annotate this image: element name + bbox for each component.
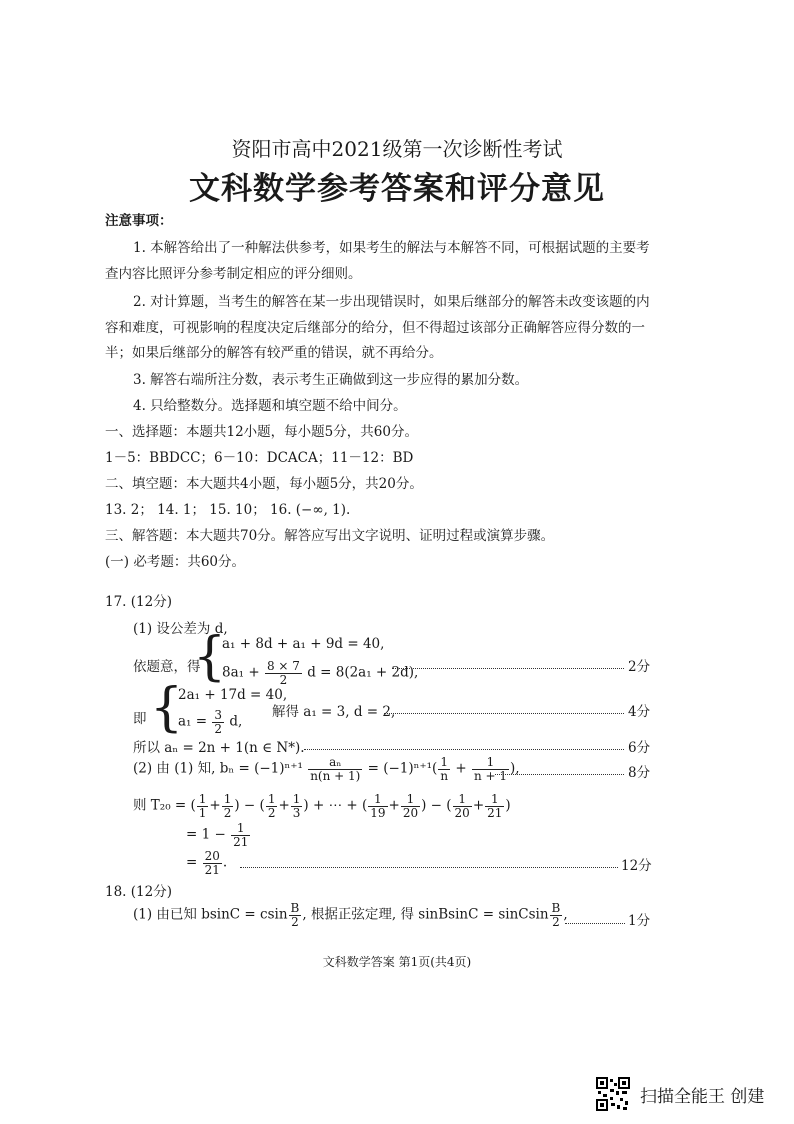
score-leader bbox=[495, 774, 624, 775]
q17-bn: (2) 由 (1) 知, bₙ = (−1)ⁿ⁺¹ $\frac{\text{aₙ}}{n(n + 1)}$ = (−1)ⁿ⁺¹( $\frac{1}{n}$ + $\frac{1}{n + 1}$ ), bbox=[133, 755, 520, 783]
section-choice: 一、选择题：本题共12小题，每小题5分，共60分。 bbox=[105, 424, 418, 440]
exam-subtitle: 资阳市高中2021级第一次诊断性考试 bbox=[231, 137, 563, 161]
choice-answers: 1－5：BBDCC；6－10：DCACA；11－12：BD bbox=[105, 450, 414, 466]
note-2c: 半；如果后继部分的解答有较严重的错误，就不再给分。 bbox=[105, 345, 443, 361]
q17-sys1-eq1: a₁ + 8d + a₁ + 9d = 40, bbox=[222, 636, 385, 652]
note-1b: 查内容比照评分参考制定相应的评分细则。 bbox=[105, 266, 362, 282]
note-3: 3. 解答右端所注分数，表示考生正确做到这一步应得的累加分数。 bbox=[133, 372, 529, 388]
q17-sys2-eq2: a₁ = $\frac{3}{2}$ d, bbox=[178, 708, 243, 736]
q18-label: 18. (12分) bbox=[105, 884, 172, 900]
q17-solve: 解得 a₁ = 3, d = 2, bbox=[272, 704, 396, 720]
section-solution: 三、解答题：本大题共70分。解答应写出文字说明、证明过程或演算步骤。 bbox=[105, 528, 555, 544]
scanner-watermark: 扫描全能王 创建 bbox=[640, 1087, 765, 1107]
q18-step1: (1) 由已知 bsinC = csin $\frac{B}{2}$ , 根据正弦定理, 得 sinBsinC = sinCsin $\frac{B}{2}$ , bbox=[133, 901, 568, 929]
score-leader bbox=[384, 713, 624, 714]
q17-thus: 即 bbox=[133, 711, 147, 727]
brace-1: { bbox=[193, 627, 227, 687]
fill-answers: 13. 2； 14. 1； 15. 10； 16. (−∞, 1). bbox=[105, 502, 351, 518]
q17-label: 17. (12分) bbox=[105, 594, 172, 610]
note-4: 4. 只给整数分。选择题和填空题不给中间分。 bbox=[133, 398, 407, 414]
q17-t20: 则 T₂₀ = ( $\frac{1}{1}$ + $\frac{1}{2}$ ) − ( $\frac{1}{2}$ + $\frac{1}{3}$ ) + ⋯ + ( $\frac{1}{19}$ + $\frac{1}{20}$ ) − ( $\frac{1}{20}$ + $\frac{1}{21}$ ) bbox=[133, 792, 511, 820]
q17-according: 依题意，得 bbox=[133, 659, 201, 675]
q17-score-2: 4分 bbox=[628, 704, 651, 720]
notes-heading: 注意事项： bbox=[105, 213, 173, 229]
q17-step1: (1) 设公差为 d, bbox=[133, 621, 228, 637]
note-2a: 2. 对计算题，当考生的解答在某一步出现错误时，如果后继部分的解答未改变该题的内 bbox=[133, 294, 650, 310]
section-fill: 二、填空题：本大题共4小题，每小题5分，共20分。 bbox=[105, 476, 423, 492]
qr-code-icon bbox=[596, 1077, 630, 1111]
score-leader bbox=[304, 749, 624, 750]
q17-score-4: 8分 bbox=[628, 765, 651, 781]
q17-sys2-eq1: 2a₁ + 17d = 40, bbox=[178, 687, 288, 703]
brace-2: { bbox=[150, 678, 184, 738]
q18-score-1: 1分 bbox=[628, 913, 651, 929]
page-footer: 文科数学答案 第1页(共4页) bbox=[322, 955, 472, 969]
note-1a: 1. 本解答给出了一种解法供参考，如果考生的解法与本解答不同，可根据试题的主要考 bbox=[133, 240, 650, 256]
q17-t20-step: = 1 − $\frac{1}{21}$ bbox=[186, 821, 249, 849]
q17-score-3: 6分 bbox=[628, 740, 651, 756]
score-leader bbox=[240, 867, 618, 868]
q17-score-5: 12分 bbox=[621, 858, 652, 874]
q17-score-1: 2分 bbox=[628, 659, 651, 675]
score-leader bbox=[392, 668, 624, 669]
section-required: (一) 必考题：共60分。 bbox=[105, 554, 246, 570]
score-leader bbox=[565, 923, 625, 924]
q17-an: 所以 aₙ = 2n + 1(n ∈ N*). bbox=[133, 740, 305, 756]
note-2b: 容和难度，可视影响的程度决定后继部分的给分，但不得超过该部分正确解答应得分数的一 bbox=[105, 320, 645, 336]
q17-sys1-eq2: 8a₁ + $\frac{8 \times 7}{2}$ d = 8(2a₁ + 2d), bbox=[222, 659, 419, 687]
q17-t20-result: = $\frac{20}{21}$ . bbox=[186, 849, 228, 877]
document-title: 文科数学参考答案和评分意见 bbox=[189, 171, 605, 207]
